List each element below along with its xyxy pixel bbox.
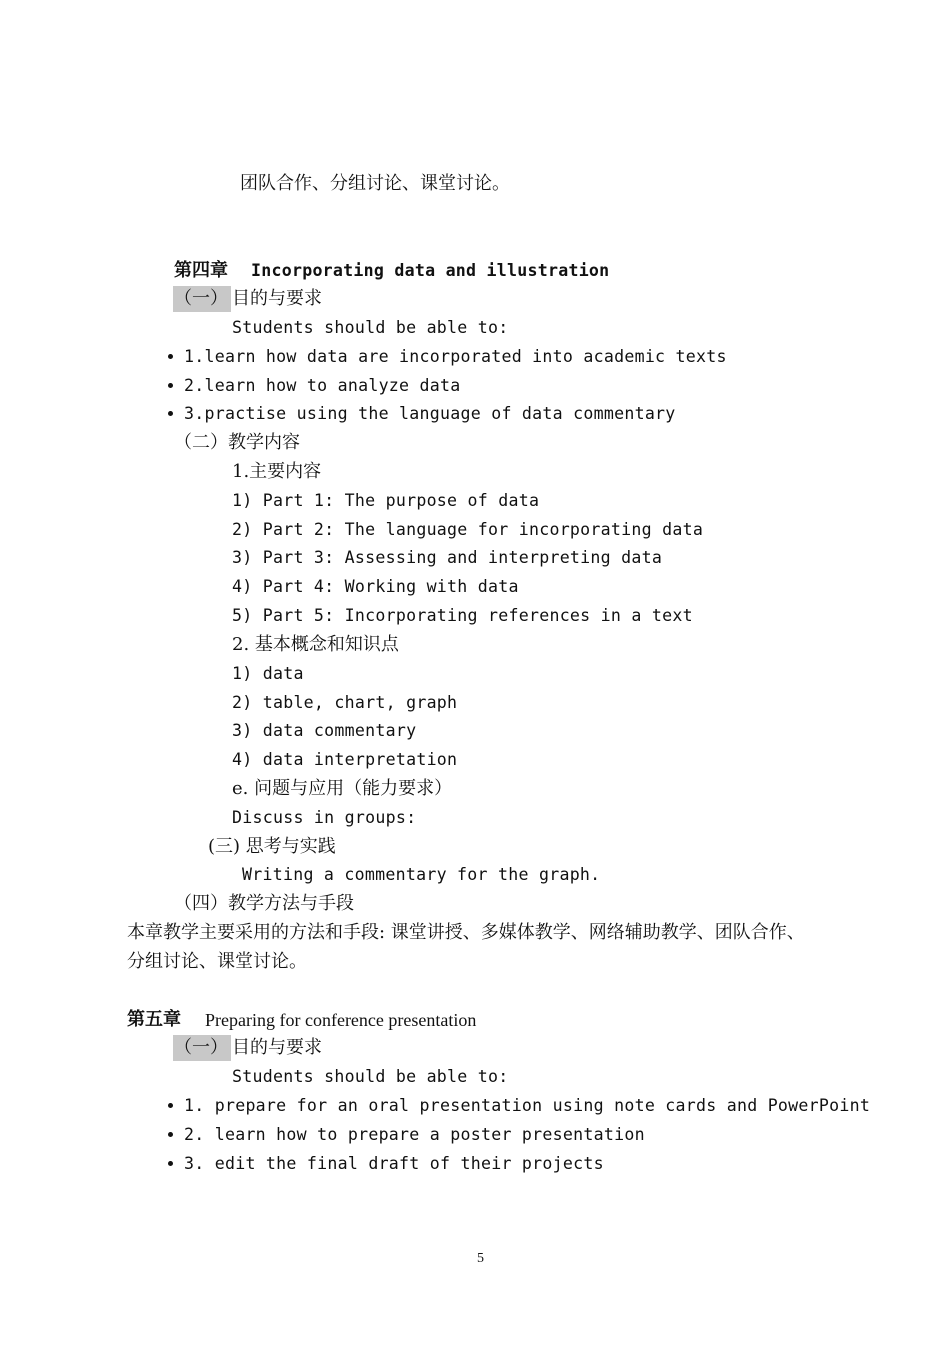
bullet-icon [168,1103,173,1108]
continued-methods-line: 团队合作、分组讨论、课堂讨论。 [240,173,510,194]
discuss-text: Discuss in groups: [232,808,417,827]
chapter4-objective: 1.learn how data are incorporated into academic texts [184,347,727,366]
concept-item: 4) data interpretation [232,750,458,769]
chapter5-intro: Students should be able to: [232,1067,509,1086]
concepts-heading: 2. 基本概念和知识点 [232,634,399,655]
chapter4-intro: Students should be able to: [232,318,509,337]
bullet-icon [168,411,173,416]
chapter5-objective: 1. prepare for an oral presentation using note cards and PowerPoint [184,1096,871,1115]
chapter4-objective: 3.practise using the language of data commentary [184,404,676,423]
chapter4-section1-title: 目的与要求 [232,288,322,309]
part-item: 5) Part 5: Incorporating references in a text [232,606,693,625]
concept-item: 3) data commentary [232,721,417,740]
chapter5-section1-label: （一） [174,1037,228,1058]
chapter4-objective: 2.learn how to analyze data [184,376,461,395]
chapter4-section4-title: （四）教学方法与手段 [174,893,354,914]
bullet-icon [168,1132,173,1137]
page-number: 5 [477,1251,484,1266]
writing-task: Writing a commentary for the graph. [242,865,601,884]
bullet-icon [168,1161,173,1166]
part-item: 3) Part 3: Assessing and interpreting data [232,548,663,567]
chapter5-section1-title: 目的与要求 [232,1037,322,1058]
chapter5-number: 第五章 [127,1009,181,1030]
chapter4-section2-title: （二）教学内容 [174,432,300,453]
part-item: 1) Part 1: The purpose of data [232,491,540,510]
chapter5-objective: 3. edit the final draft of their projects [184,1154,604,1173]
part-item: 2) Part 2: The language for incorporating data [232,520,704,539]
methods-paragraph-line1: 本章教学主要采用的方法和手段: 课堂讲授、多媒体教学、网络辅助教学、团队合作、 [127,922,805,943]
concept-item: 1) data [232,664,304,683]
problems-heading: e. 问题与应用（能力要求） [232,778,453,799]
chapter4-section1-label: （一） [174,288,228,309]
bullet-icon [168,383,173,388]
chapter4-title: Incorporating data and illustration [251,261,610,280]
chapter5-title: Preparing for conference presentation [205,1010,477,1030]
bullet-icon [168,354,173,359]
part-item: 4) Part 4: Working with data [232,577,519,596]
concept-item: 2) table, chart, graph [232,693,458,712]
main-content-heading: 1.主要内容 [232,461,322,482]
chapter4-section3-title: (三) 思考与实践 [208,836,336,857]
chapter5-objective: 2. learn how to prepare a poster presentation [184,1125,645,1144]
chapter4-number: 第四章 [174,260,228,281]
methods-paragraph-line2: 分组讨论、课堂讨论。 [127,951,307,972]
